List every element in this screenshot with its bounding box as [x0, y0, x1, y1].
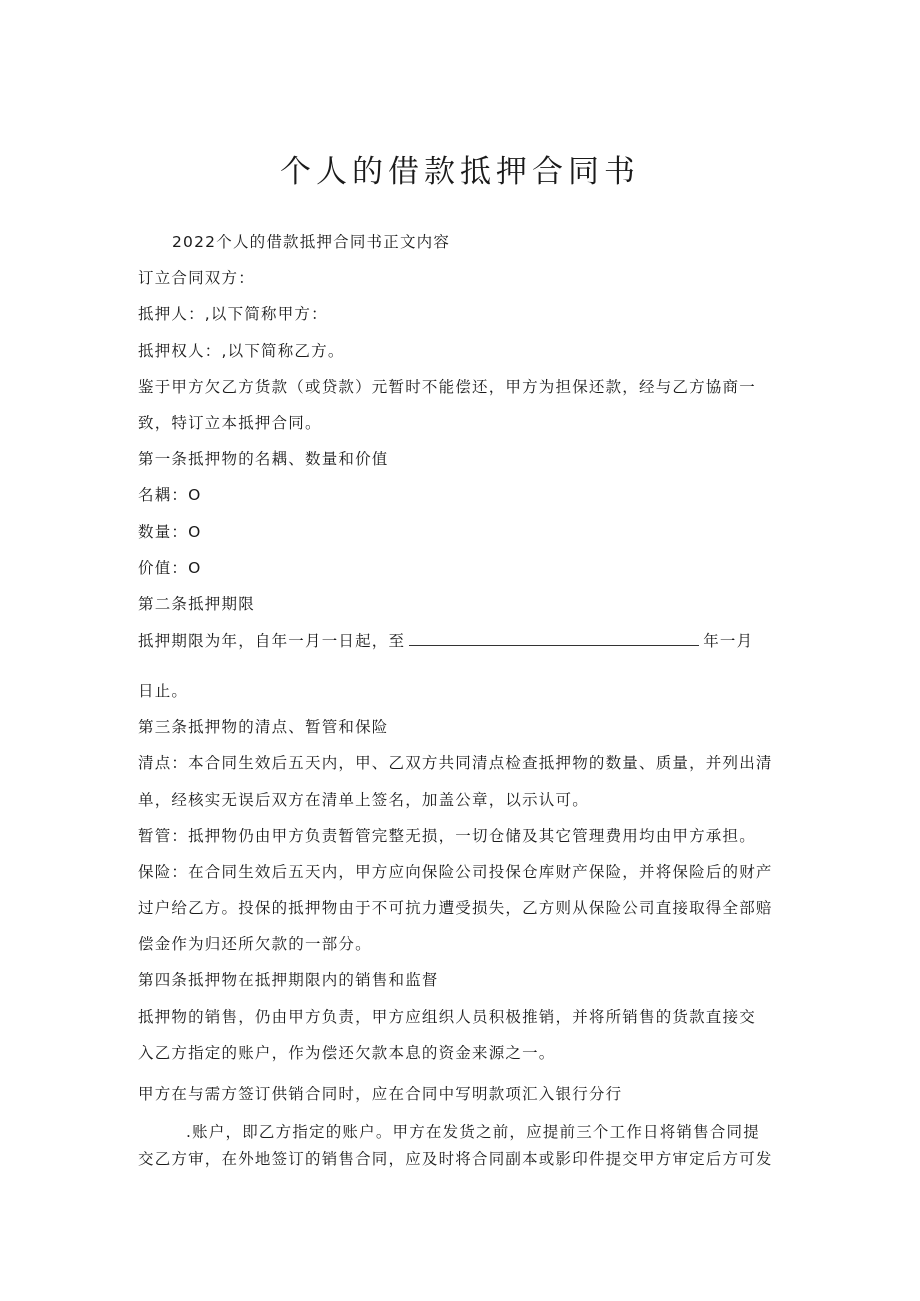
text-line: 数量：O	[138, 523, 202, 541]
text-line: 单，经核实无误后双方在清单上签名，加盖公章，以示认可。	[138, 791, 589, 809]
section-heading: 第一条抵押物的名耦、数量和价值	[138, 450, 389, 468]
text-line: 甲方在与需方签订供销合同时，应在合同中写明款项汇入银行分行	[138, 1085, 623, 1103]
text-line: 偿金作为归还所欠款的一部分。	[138, 935, 372, 953]
section-heading: 第三条抵押物的清点、暂管和保险	[138, 718, 389, 736]
text-line: 保险：在合同生效后五天内，甲方应向保险公司投保仓库财产保险，并将保险后的财产	[138, 863, 773, 881]
text-line: 暂管：抵押物仍由甲方负责暂管完整无损，一切仓储及其它管理费用均由甲方承担。	[138, 827, 756, 845]
blank-underline	[409, 629, 699, 646]
text-line: 订立合同双方：	[138, 269, 255, 287]
section-heading: 第四条抵押物在抵押期限内的销售和监督	[138, 971, 439, 989]
term-text-end: 年一月	[703, 632, 754, 650]
text-line: 交乙方审，在外地签订的销售合同，应及时将合同副本或影印件提交甲方审定后方可发	[138, 1150, 773, 1168]
text-line: 致，特订立本抵押合同。	[138, 414, 322, 432]
text-line: 清点：本合同生效后五天内，甲、乙双方共同清点检查抵押物的数量、质量，并列出清	[138, 754, 773, 772]
intro-line: 2022个人的借款抵押合同书正文内容	[172, 233, 451, 251]
text-line: .账户，即乙方指定的账户。甲方在发货之前，应提前三个工作日将销售合同提	[186, 1123, 760, 1141]
text-line: 抵押权人：,以下简称乙方。	[138, 342, 345, 360]
text-line: 过户给乙方。投保的抵押物由于不可抗力遭受损失，乙方则从保险公司直接取得全部赔	[138, 899, 773, 917]
text-line-with-blank	[138, 629, 753, 652]
text-line: 名耦：O	[138, 486, 202, 504]
text-line: 价值：O	[138, 559, 202, 577]
text-line: 抵押物的销售，仍由甲方负责，甲方应组织人员积极推销，并将所销售的货款直接交	[138, 1008, 756, 1026]
text-line: 日止。	[138, 682, 189, 700]
section-heading: 第二条抵押期限	[138, 595, 255, 613]
document-title: 个人的借款抵押合同书	[280, 154, 640, 190]
text-line: 入乙方指定的账户，作为偿还欠款本息的资金来源之一。	[138, 1044, 556, 1062]
text-line: 抵押人：,以下简称甲方：	[138, 305, 328, 323]
term-text: 抵押期限为年，自年一月一日起，至	[138, 632, 406, 650]
text-line: 鉴于甲方欠乙方货款（或贷款）元暂时不能偿还，甲方为担保还款，经与乙方協商一	[138, 378, 756, 396]
